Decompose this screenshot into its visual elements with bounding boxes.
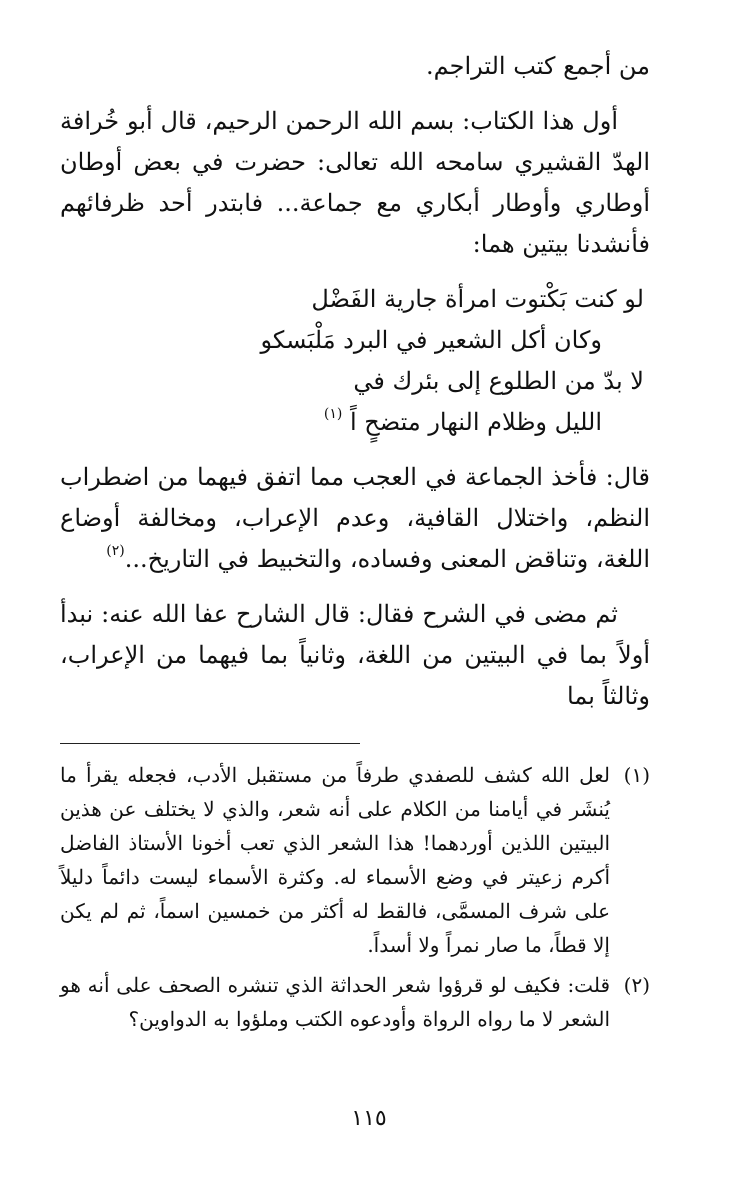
verse-line-1: لو كنت بَكْتوت امرأة جارية الفَضْل — [311, 285, 644, 313]
poem-verses — [60, 279, 650, 443]
footnote-2-text: قلت: فكيف لو قرؤوا شعر الحداثة الذي تنشره الصحف على أنه هو الشعر لا ما رواه الرواة وأودعوه الكتب وملؤوا به الدواوين؟ — [60, 973, 610, 1031]
paragraph-1: من أجمع كتب التراجم. — [426, 52, 650, 80]
footnote-ref-1: (١) — [323, 406, 343, 422]
paragraph-3 — [60, 457, 650, 580]
footnote-1-number: (١) — [623, 763, 650, 787]
page-number: ١١٥ — [351, 1106, 387, 1131]
footnote-2-number: (٢) — [623, 973, 650, 997]
footnote-1-text: لعل الله كشف للصفدي طرفاً من مستقبل الأدب، فجعله يقرأ ما يُنشَر في أيامنا من الكلام على أنه شعر، والذي لا يختلف عن هذين البيتين اللذين أوردهما! هذا الشعر الذي تعب أخونا الأستاذ الفاضل أكرم زعيتر في وضع الأسماء له. وكثرة الأسماء ليست دائماً دليلاً على شرف المسمَّى، فالقط له أكثر من خمسين اسماً، ثم لم يكن إلا قطاً، ما صار نمراً ولا أسداً. — [60, 763, 610, 957]
footnote-divider — [60, 743, 360, 744]
footnote-1 — [60, 758, 650, 962]
page-content — [60, 46, 650, 1036]
verse-line-4-text: الليل وظلام النهار متضحٍ اً — [350, 408, 602, 436]
footnote-2 — [60, 968, 650, 1036]
footnote-ref-2: (٢) — [106, 543, 125, 559]
paragraph-3-text: قال: فأخذ الجماعة في العجب مما اتفق فيهما من اضطراب النظم، واختلال القافية، وعدم الإعراب، ومخالفة أوضاع اللغة، وتناقض المعنى وفساده، والتخبيط في التاريخ... — [60, 463, 650, 573]
paragraph-2: أول هذا الكتاب: بسم الله الرحمن الرحيم، قال أبو خُرافة الهدّ القشيري سامحه الله تعالى: حضرت في بعض أوطان أوطاري وأوطار أبكاري مع جماعة... فابتدر أحد ظرفائهم فأنشدنا بيتين هما: — [60, 107, 650, 258]
verse-line-4 — [60, 402, 602, 443]
verse-line-3: لا بدّ من الطلوع إلى بئرك في — [353, 367, 644, 395]
paragraph-4: ثم مضى في الشرح فقال: قال الشارح عفا الله عنه: نبدأ أولاً بما في البيتين من اللغة، وثانياً بما فيهما من الإعراب، وثالثاً بما — [60, 600, 650, 710]
verse-line-2: وكان أكل الشعير في البرد مَلْبَسكو — [260, 326, 602, 354]
